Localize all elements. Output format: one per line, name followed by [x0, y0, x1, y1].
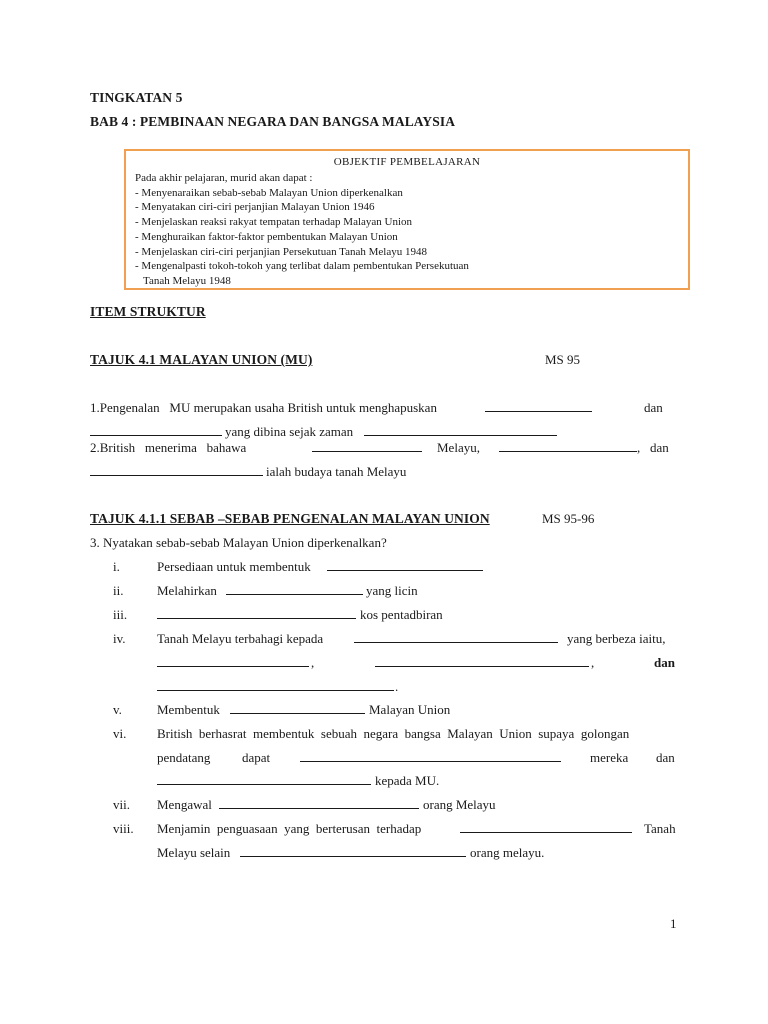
answer-blank[interactable]	[485, 400, 592, 412]
objective-line: Tanah Melayu 1948	[135, 274, 231, 287]
objective-line: - Menjelaskan ciri-ciri perjanjian Persekutuan Tanah Melayu 1948	[135, 245, 427, 258]
form-level: TINGKATAN 5	[90, 90, 183, 105]
item-text: Melahirkan	[157, 583, 217, 598]
item-text: yang licin	[366, 583, 418, 598]
answer-blank[interactable]	[157, 607, 356, 619]
q2-text-b: Melayu,	[437, 440, 480, 455]
answer-blank[interactable]	[90, 424, 222, 436]
item-text: kepada MU.	[375, 773, 440, 788]
item-text: orang Melayu	[423, 797, 496, 812]
item-text: Tanah	[644, 821, 676, 836]
item-text: dan	[654, 655, 675, 670]
q2-text-c: , dan	[637, 440, 669, 455]
answer-blank[interactable]	[240, 845, 466, 857]
item-text: mereka	[590, 750, 629, 765]
item-text: yang berbeza iaitu,	[567, 631, 666, 646]
item-text: orang melayu.	[470, 845, 545, 860]
item-text: Malayan Union	[369, 702, 451, 717]
q2-text-a: 2.British menerima bahawa	[90, 440, 247, 455]
answer-blank[interactable]	[312, 440, 422, 452]
objective-line: - Menghuraikan faktor-faktor pembentukan Malayan Union	[135, 230, 398, 243]
answer-blank[interactable]	[226, 583, 363, 595]
answer-blank[interactable]	[157, 655, 309, 667]
item-number: iv.	[113, 631, 126, 646]
item-text: ,	[311, 655, 315, 670]
topic-2-title: TAJUK 4.1.1 SEBAB –SEBAB PENGENALAN MALAYAN UNION	[90, 511, 490, 526]
answer-blank[interactable]	[375, 655, 589, 667]
topic-1-title: TAJUK 4.1 MALAYAN UNION (MU)	[90, 352, 313, 367]
item-number: ii.	[113, 583, 124, 598]
item-text: Persediaan untuk membentuk	[157, 559, 311, 574]
q1-text-b: dan	[644, 400, 663, 415]
objective-line: - Menjelaskan reaksi rakyat tempatan terhadap Malayan Union	[135, 216, 413, 229]
chapter-title: BAB 4 : PEMBINAAN NEGARA DAN BANGSA MALAYSIA	[90, 114, 456, 129]
answer-blank[interactable]	[354, 631, 558, 643]
answer-blank[interactable]	[460, 821, 632, 833]
answer-blank[interactable]	[300, 750, 561, 762]
item-text: Tanah Melayu terbahagi kepada	[157, 631, 324, 646]
item-text: dan	[656, 750, 675, 765]
objective-line: Pada akhir pelajaran, murid akan dapat :	[135, 172, 313, 184]
item-number: i.	[113, 559, 120, 574]
answer-blank[interactable]	[90, 464, 263, 476]
item-text: Membentuk	[157, 702, 220, 717]
objective-line: - Mengenalpasti tokoh-tokoh yang terlibat dalam pembentukan Persekutuan	[135, 260, 469, 273]
item-text: ,	[591, 655, 595, 670]
item-text: .	[395, 679, 399, 694]
answer-blank[interactable]	[157, 773, 371, 785]
q2-text-d: ialah budaya tanah Melayu	[266, 464, 407, 479]
page-number: 1	[670, 916, 677, 931]
question-3: 3. Nyatakan sebab-sebab Malayan Union diperkenalkan?	[90, 535, 387, 550]
item-text: kos pentadbiran	[360, 607, 443, 622]
objectives-box	[124, 149, 690, 290]
item-text: Melayu selain	[157, 845, 231, 860]
item-text: Mengawal	[157, 797, 212, 812]
objectives-title: OBJEKTIF PEMBELAJARAN	[333, 156, 481, 168]
objective-line: - Menyenaraikan sebab-sebab Malayan Union diperkenalkan	[135, 186, 403, 199]
answer-blank[interactable]	[219, 797, 419, 809]
section-label: ITEM STRUKTUR	[90, 304, 206, 319]
item-text: pendatang	[157, 750, 211, 765]
topic-1-page-ref: MS 95	[545, 352, 581, 367]
answer-blank[interactable]	[364, 424, 557, 436]
answer-blank[interactable]	[157, 679, 394, 691]
objective-line: - Menyatakan ciri-ciri perjanjian Malayan Union 1946	[135, 201, 375, 214]
item-text: dapat	[242, 750, 271, 765]
item-number: vii.	[113, 797, 130, 812]
objectives-list	[135, 171, 469, 289]
q1-text-a: 1.Pengenalan MU merupakan usaha British untuk menghapuskan	[90, 400, 437, 415]
item-text: British berhasrat membentuk sebuah negara bangsa Malayan Union supaya golongan	[157, 726, 630, 741]
answer-blank[interactable]	[230, 702, 365, 714]
answer-blank[interactable]	[327, 559, 483, 571]
topic-2-page-ref: MS 95-96	[542, 511, 595, 526]
item-number: viii.	[113, 821, 134, 836]
item-text: Menjamin penguasaan yang berterusan terhadap	[157, 821, 422, 836]
answer-blank[interactable]	[499, 440, 637, 452]
item-number: vi.	[113, 726, 127, 741]
item-number: v.	[113, 702, 122, 717]
item-number: iii.	[113, 607, 128, 622]
q1-text-c: yang dibina sejak zaman	[225, 424, 354, 439]
